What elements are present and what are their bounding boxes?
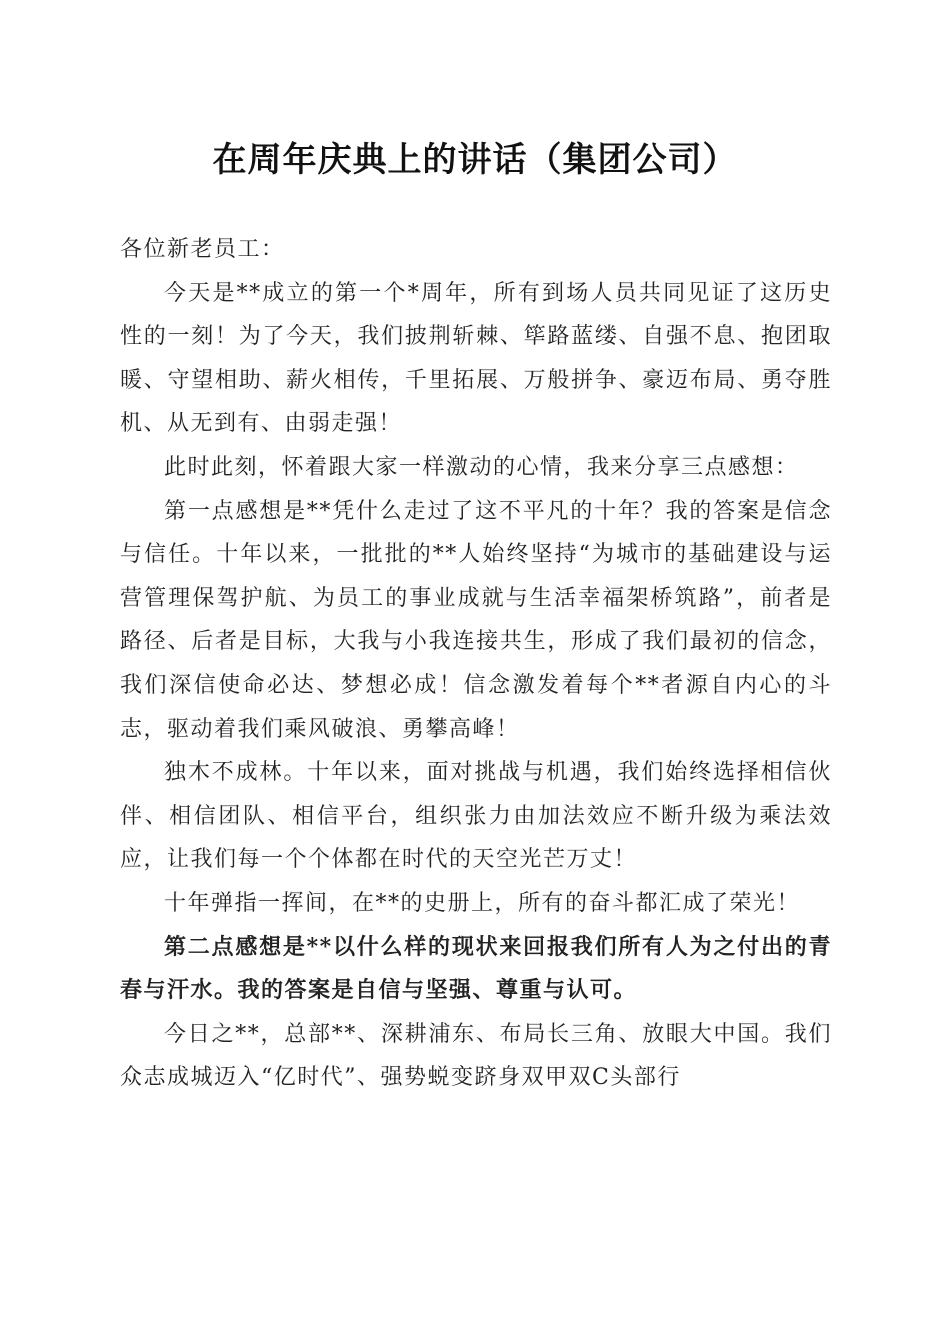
paragraph-opening: 今天是**成立的第一个*周年，所有到场人员共同见证了这历史性的一刻！为了今天，我们披荆斩棘、筚路蓝缕、自强不息、抱团取暖、守望相助、薪火相传，千里拓展、万般拼争、豪迈布局、勇夺胜机、从无到有、由弱走强！ [120, 280, 832, 437]
paragraph-trust: 独木不成林。十年以来，面对挑战与机遇，我们始终选择相信伙伴、相信团队、相信平台，组织张力由加法效应不断升级为乘法效应，让我们每一个个体都在时代的天空光芒万丈！ [120, 760, 832, 873]
paragraph-ten-years: 十年弹指一挥间，在**的史册上，所有的奋斗都汇成了荣光！ [164, 890, 801, 916]
salutation: 各位新老员工： [120, 237, 285, 262]
paragraph-intro-thoughts: 此时此刻，怀着跟大家一样激动的心情，我来分享三点感想： [164, 454, 799, 480]
paragraph-first-thought: 第一点感想是**凭什么走过了这不平凡的十年？我的答案是信念与信任。十年以来，一批批的**人始终坚持“为城市的基础建设与运营管理保驾护航、为员工的事业成就与生活幸福架桥筑路”，前者是路径、后者是目标，大我与小我连接共生，形成了我们最初的信念，我们深信使命必达、梦想必成！信念激发着每个**者源自内心的斗志，驱动着我们乘风破浪、勇攀高峰！ [120, 498, 832, 742]
document-title: 在周年庆典上的讲话（集团公司） [212, 140, 738, 180]
paragraph-today: 今日之**，总部**、深耕浦东、布局长三角、放眼大中国。我们众志成城迈入“亿时代”、强势蜕变跻身双甲双C头部行 [120, 1021, 832, 1091]
paragraph-second-thought: 第二点感想是**以什么样的现状来回报我们所有人为之付出的青春与汗水。我的答案是自信与坚强、尊重与认可。 [120, 933, 832, 1004]
document-body [120, 228, 832, 1100]
